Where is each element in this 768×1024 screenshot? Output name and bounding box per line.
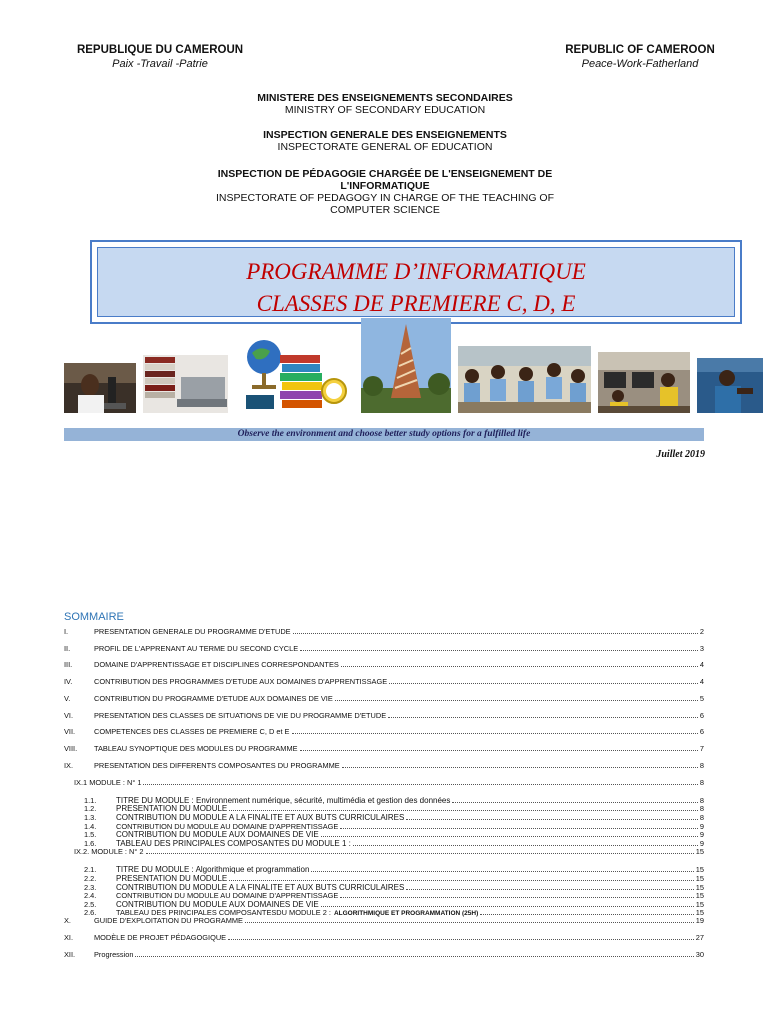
toc-entry-title: Progression: [94, 950, 134, 959]
toc-entry[interactable]: [64, 915, 704, 925]
toc-entry-page: 15: [695, 891, 704, 900]
toc-entry-page: 7: [699, 744, 704, 753]
toc-entry-number: II.: [64, 644, 71, 653]
toc-entry[interactable]: [64, 932, 704, 942]
toc-entry[interactable]: [64, 626, 704, 636]
toc-entry-page: 3: [699, 644, 704, 653]
toc-entry-title: CONTRIBUTION DES PROGRAMMES D'ETUDE AUX DOMAINES D'APPRENTISSAGE: [94, 677, 388, 686]
toc-entry[interactable]: [64, 710, 704, 720]
globe-books-clock-photo: [236, 333, 353, 413]
ministry-en: MINISTRY OF SECONDARY EDUCATION: [284, 104, 486, 116]
toc-entry-number: XII.: [64, 950, 76, 959]
toc-entry-title: GUIDE D'EXPLOITATION DU PROGRAMME: [94, 916, 243, 925]
toc-entry[interactable]: [64, 726, 704, 736]
toc-entry-number: IV.: [64, 677, 73, 686]
toc-entry-page: 15: [695, 874, 704, 883]
toc-entry-title: PRESENTATION DU MODULE: [116, 874, 228, 883]
toc-dot-leader: [293, 632, 698, 634]
toc-entry-page: 8: [699, 804, 704, 813]
toc-entry[interactable]: [64, 846, 704, 856]
toc-entry-number: 1.3.: [84, 813, 97, 822]
ministry-block: [160, 92, 610, 116]
computer-lab-photo: [598, 352, 690, 413]
toc-entry-number: V.: [64, 694, 71, 703]
toc-entry[interactable]: [64, 659, 704, 669]
toc-entry-number: 1.4.: [84, 822, 97, 831]
motto-fr: Paix -Travail -Patrie: [112, 58, 208, 70]
toc-dot-leader: [342, 766, 698, 768]
inspection-pedagogy-en-2: COMPUTER SCIENCE: [330, 204, 440, 216]
toc-entry-title: PRESENTATION GENERALE DU PROGRAMME D'ETUDE: [94, 627, 291, 636]
country-name-fr: REPUBLIQUE DU CAMEROUN: [76, 44, 244, 56]
toc-entry[interactable]: [64, 643, 704, 653]
toc-entry-page: 19: [695, 916, 704, 925]
toc-entry-title: TITRE DU MODULE : Algorithmique et programmation: [116, 865, 310, 874]
toc-dot-leader: [135, 955, 693, 957]
toc-entry-title: CONTRIBUTION DU MODULE A LA FINALITE ET AUX BUTS CURRICULAIRES: [116, 883, 405, 892]
toc-entry-page: 15: [695, 847, 704, 856]
toc-entry-number: XI.: [64, 933, 74, 942]
toc-dot-leader: [406, 818, 698, 820]
toc-entry-number: 1.1.: [84, 796, 97, 805]
toc-entry-number: 2.2.: [84, 874, 97, 883]
teacher-photo: [697, 358, 763, 413]
toc-entry[interactable]: [64, 693, 704, 703]
toc-entry-page: 15: [695, 908, 704, 917]
toc-entry[interactable]: [64, 760, 704, 770]
toc-entry-number: 2.4.: [84, 891, 97, 900]
toc-entry-number: 2.3.: [84, 883, 97, 892]
toc-dot-leader: [143, 783, 697, 785]
toc-entry-page: 15: [695, 883, 704, 892]
tagline-text: Observe the environment and choose better study options for a fulfilled life: [237, 429, 531, 439]
toc-entry-title: CONTRIBUTION DU MODULE A LA FINALITE ET AUX BUTS CURRICULAIRES: [116, 813, 405, 822]
toc-entry-title: PRESENTATION DES CLASSES DE SITUATIONS DE VIE DU PROGRAMME D'ETUDE: [94, 711, 387, 720]
toc-dot-leader: [228, 938, 694, 940]
monument-tower-photo: [361, 318, 451, 413]
toc-entry-title: DOMAINE D'APPRENTISSAGE ET DISCIPLINES CORRESPONDANTES: [94, 660, 339, 669]
toc-entry-number: 2.6.: [84, 908, 97, 917]
toc-entry-title: CONTRIBUTION DU PROGRAMME D'ETUDE AUX DOMAINES DE VIE: [94, 694, 333, 703]
toc-entry[interactable]: [64, 777, 704, 787]
publication-date: Juillet 2019: [656, 449, 705, 460]
toc-entry-page: 8: [699, 796, 704, 805]
toc-entry-title: PRESENTATION DU MODULE: [116, 804, 228, 813]
toc-entry-page: 15: [695, 865, 704, 874]
toc-entry-page: 6: [699, 727, 704, 736]
toc-entry-title: CONTRIBUTION DU MODULE AU DOMAINE D'APPRENTISSAGE: [116, 891, 339, 900]
ministry-fr: MINISTERE DES ENSEIGNEMENTS SECONDAIRES: [257, 92, 513, 104]
title-banner: [90, 240, 742, 324]
toc-dot-leader: [229, 879, 693, 881]
toc-title: SOMMAIRE: [64, 611, 124, 623]
toc-entry-title: IX.2. MODULE : N° 2: [74, 847, 144, 856]
toc-entry-title: TABLEAU DES PRINCIPALES COMPOSANTESDU MODULE 2 :: [116, 908, 331, 917]
toc-entry-title: CONTRIBUTION DU MODULE AU DOMAINE D'APPRENTISSAGE: [116, 822, 339, 831]
toc-entry-page: 6: [699, 711, 704, 720]
toc-entry-number: VI.: [64, 711, 74, 720]
toc-entry-number: VIII.: [64, 744, 78, 753]
toc-entry[interactable]: [64, 743, 704, 753]
toc-entry-title: PROFIL DE L'APPRENANT AU TERME DU SECOND CYCLE: [94, 644, 299, 653]
inspection-general-en: INSPECTORATE GENERAL OF EDUCATION: [277, 141, 493, 153]
toc-entry-title: TABLEAU DES PRINCIPALES COMPOSANTES DU MODULE 1 :: [116, 839, 351, 848]
toc-dot-leader: [300, 749, 698, 751]
toc-entry-number: III.: [64, 660, 73, 669]
toc-entry-title: CONTRIBUTION DU MODULE AUX DOMAINES DE VIE: [116, 900, 319, 909]
toc-dot-leader: [340, 896, 693, 898]
toc-entry-subtitle: ALGORITHMIQUE ET PROGRAMMATION (25H): [333, 910, 479, 917]
toc-entry-page: 4: [699, 660, 704, 669]
toc-entry-number: 1.6.: [84, 839, 97, 848]
toc-entry-page: 8: [699, 813, 704, 822]
toc-dot-leader: [229, 809, 698, 811]
toc-entry-page: 8: [699, 761, 704, 770]
inspection-pedagogy-en-1: INSPECTORATE OF PEDAGOGY IN CHARGE OF THE TEACHING OF: [216, 192, 554, 204]
toc-entry-title: COMPETENCES DES CLASSES DE PREMIERE C, D et E: [94, 727, 290, 736]
toc-entry-page: 15: [695, 900, 704, 909]
toc-entry-page: 2: [699, 627, 704, 636]
toc-entry-number: 1.2.: [84, 804, 97, 813]
toc-entry-title: TITRE DU MODULE : Environnement numérique, sécurité, multimédia et gestion des données: [116, 796, 451, 805]
toc-entry-number: 2.5.: [84, 900, 97, 909]
toc-dot-leader: [300, 649, 698, 651]
inspection-pedagogy-fr-2: L'INFORMATIQUE: [340, 180, 430, 192]
inspection-general-fr: INSPECTION GENERALE DES ENSEIGNEMENTS: [263, 129, 507, 141]
header-right: [520, 44, 760, 70]
toc-entry-page: 30: [695, 950, 704, 959]
toc-dot-leader: [146, 852, 694, 854]
motto-en: Peace-Work-Fatherland: [581, 58, 699, 70]
inspection-general-block: [160, 129, 610, 153]
student-microscope-photo: [64, 363, 136, 413]
toc-dot-leader: [245, 921, 694, 923]
toc-entry-page: 9: [699, 830, 704, 839]
toc-dot-leader: [389, 682, 698, 684]
toc-dot-leader: [292, 732, 698, 734]
programme-title: PROGRAMME D’INFORMATIQUE: [246, 259, 586, 284]
toc-entry-number: 1.5.: [84, 830, 97, 839]
toc-entry-title: IX.1 MODULE : N° 1: [74, 778, 142, 787]
toc-entry-page: 4: [699, 677, 704, 686]
toc-entry-page: 9: [699, 822, 704, 831]
toc-dot-leader: [321, 835, 698, 837]
toc-entry-number: VII.: [64, 727, 76, 736]
toc-dot-leader: [311, 870, 693, 872]
toc-dot-leader: [341, 665, 698, 667]
inspection-pedagogy-fr-1: INSPECTION DE PÉDAGOGIE CHARGÉE DE L'ENSEIGNEMENT DE: [217, 168, 553, 180]
books-laptop-photo: [143, 355, 228, 413]
toc-entry-page: 27: [695, 933, 704, 942]
toc-entry-title: TABLEAU SYNOPTIQUE DES MODULES DU PROGRAMME: [94, 744, 298, 753]
toc-dot-leader: [335, 699, 698, 701]
classroom-students-photo: [458, 346, 591, 413]
inspection-pedagogy-block: [160, 168, 610, 216]
toc-entry-number: 2.1.: [84, 865, 97, 874]
tagline-bar: [64, 428, 704, 441]
toc-entry-page: 5: [699, 694, 704, 703]
country-name-en: REPUBLIC OF CAMEROON: [565, 44, 715, 56]
toc-dot-leader: [388, 716, 698, 718]
toc-entry-page: 9: [699, 839, 704, 848]
header-left: [40, 44, 280, 70]
toc-entry-title: PRESENTATION DES DIFFERENTS COMPOSANTES DU PROGRAMME: [94, 761, 340, 770]
classes-title: CLASSES DE PREMIERE C, D, E: [256, 291, 576, 316]
toc-entry-title: MODÈLE DE PROJET PÉDAGOGIQUE: [94, 933, 227, 942]
toc-entry-number: IX.: [64, 761, 74, 770]
toc-entry[interactable]: [64, 676, 704, 686]
toc-entry-page: 8: [699, 778, 704, 787]
toc-entry-title: CONTRIBUTION DU MODULE AUX DOMAINES DE VIE: [116, 830, 319, 839]
toc-entry-number: I.: [64, 627, 69, 636]
toc-entry-number: X.: [64, 916, 71, 925]
toc-entry[interactable]: [64, 949, 704, 959]
